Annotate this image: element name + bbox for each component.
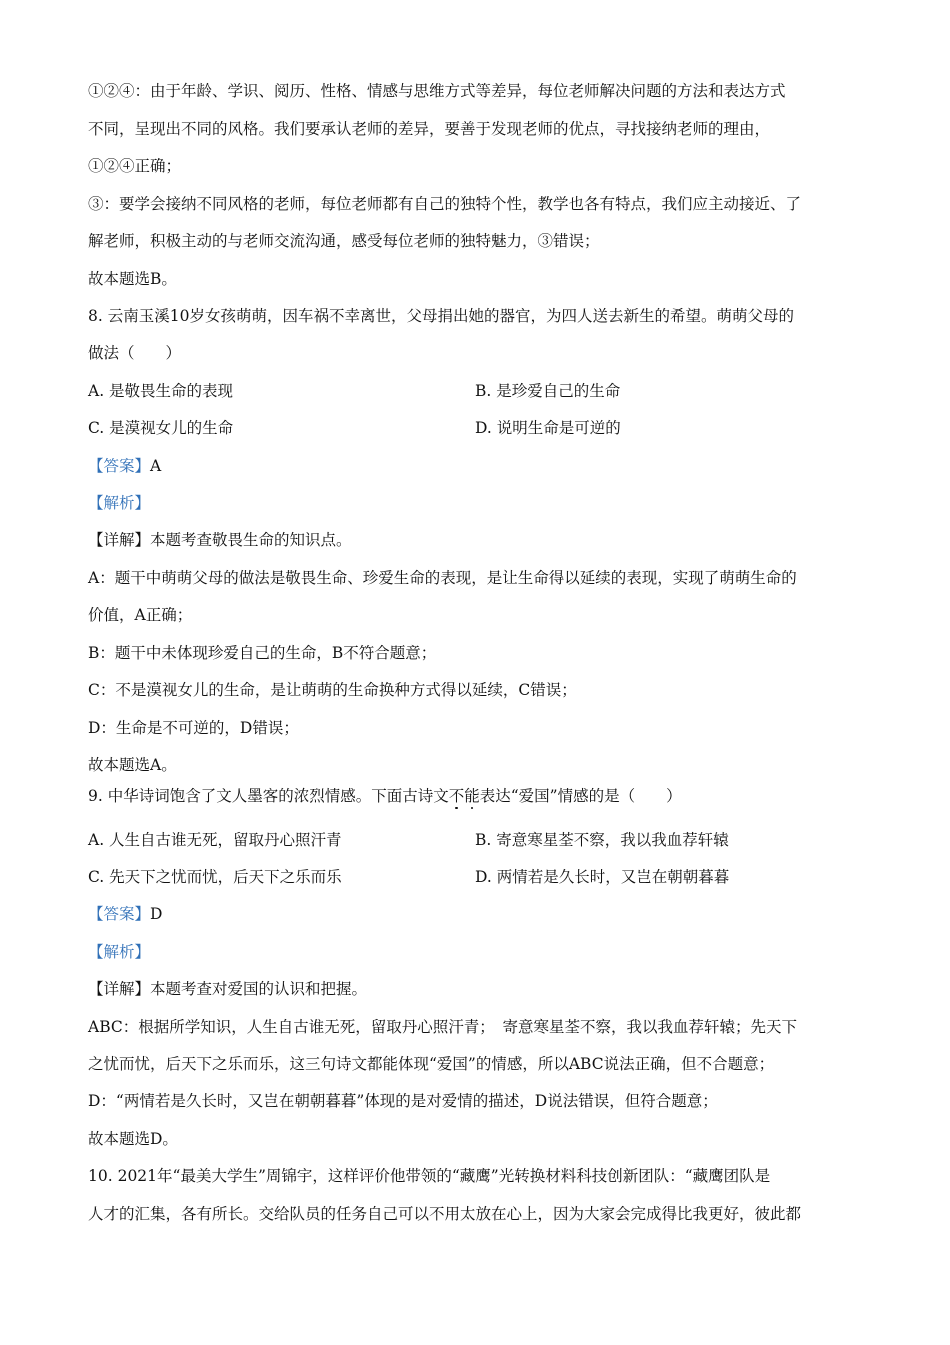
question-9-detail — [88, 978, 367, 1000]
question-10-stem: 人才的汇集，各有所长。交给队员的任务自己可以不用太放在心上，因为大家会完成得比我更好，彼此都 — [88, 1205, 802, 1223]
question-9-option-d: D. 两情若是久长时，又岂在朝朝暮暮 — [475, 868, 730, 886]
text-line: 不同，呈现出不同的风格。我们要承认老师的差异，要善于发现老师的优点，寻找接纳老师的理由， — [88, 120, 771, 138]
question-8-option-b: B. 是珍爱自己的生命 — [475, 382, 621, 400]
text-line: B：题干中未体现珍爱自己的生命，B不符合题意； — [88, 644, 437, 662]
emphasis-char: 不 — [448, 787, 465, 805]
detail-text: 本题考查敬畏生命的知识点。 — [150, 531, 352, 549]
question-8-answer — [88, 455, 161, 477]
question-10-stem: 10. 2021年“最美大学生”周锦宇，这样评价他带领的“藏鹰”光转换材料科技创新团队：“藏鹰团队是 — [88, 1167, 771, 1185]
question-9-answer — [88, 903, 162, 925]
question-9-option-b: B. 寄意寒星荃不察，我以我血荐轩辕 — [475, 831, 729, 849]
text-line: ①②④：由于年龄、学识、阅历、性格、情感与思维方式等差异，每位老师解决问题的方法和表达方式 — [88, 82, 786, 100]
question-8-option-a: A. 是敬畏生命的表现 — [88, 382, 234, 400]
text-line: 故本题选A。 — [88, 756, 177, 774]
analysis-tag: 【解析】 — [88, 943, 151, 961]
text-line: ABC：根据所学知识，人生自古谁无死，留取丹心照汗青； 寄意寒星荃不察，我以我血荐轩辕；先天下 — [88, 1018, 797, 1036]
question-9-option-a: A. 人生自古谁无死，留取丹心照汗青 — [88, 831, 342, 849]
answer-value: D — [150, 905, 163, 923]
question-9-option-c: C. 先天下之忧而忧，后天下之乐而乐 — [88, 868, 342, 886]
text-line: A：题干中萌萌父母的做法是敬畏生命、珍爱生命的表现，是让生命得以延续的表现，实现了萌萌生命的 — [88, 569, 797, 587]
text-line: 故本题选D。 — [88, 1130, 178, 1148]
answer-value: A — [150, 457, 162, 475]
detail-text: 本题考查对爱国的认识和把握。 — [150, 980, 368, 998]
text-line: D：生命是不可逆的，D错误； — [88, 719, 299, 737]
answer-tag: 【答案】 — [88, 457, 151, 475]
stem-text: 表达“爱国”情感的是（ ） — [479, 787, 682, 805]
question-8-stem: 8. 云南玉溪10岁女孩萌萌，因车祸不幸离世，父母捐出她的器官，为四人送去新生的希望。萌萌父母的 — [88, 307, 794, 325]
text-line: 之忧而忧，后天下之乐而乐，这三句诗文都能体现“爱国”的情感，所以ABC说法正确，但不合题意； — [88, 1055, 775, 1073]
analysis-tag: 【解析】 — [88, 494, 151, 512]
text-line: 故本题选B。 — [88, 270, 177, 288]
stem-text: 9. 中华诗词饱含了文人墨客的浓烈情感。下面古诗文 — [88, 787, 449, 805]
text-line: ③：要学会接纳不同风格的老师，每位老师都有自己的独特个性，教学也各有特点，我们应主动接近、了 — [88, 195, 802, 213]
answer-tag: 【答案】 — [88, 905, 151, 923]
text-line: D：“两情若是久长时，又岂在朝朝暮暮”体现的是对爱情的描述，D说法错误，但符合题意； — [88, 1092, 718, 1110]
text-line: 解老师，积极主动的与老师交流沟通，感受每位老师的独特魅力，③错误； — [88, 232, 600, 250]
text-line: C：不是漠视女儿的生命，是让萌萌的生命换种方式得以延续，C错误； — [88, 681, 577, 699]
question-8-detail — [88, 529, 352, 551]
detail-tag: 【详解】 — [88, 531, 151, 549]
emphasis-char: 能 — [464, 787, 480, 805]
question-9-stem — [88, 785, 682, 807]
question-8-option-d: D. 说明生命是可逆的 — [475, 419, 621, 437]
detail-tag: 【详解】 — [88, 980, 151, 998]
question-8-stem: 做法（ ） — [88, 344, 182, 362]
text-line: 价值，A正确； — [88, 606, 193, 624]
text-line: ①②④正确； — [88, 157, 182, 175]
question-8-option-c: C. 是漠视女儿的生命 — [88, 419, 234, 437]
